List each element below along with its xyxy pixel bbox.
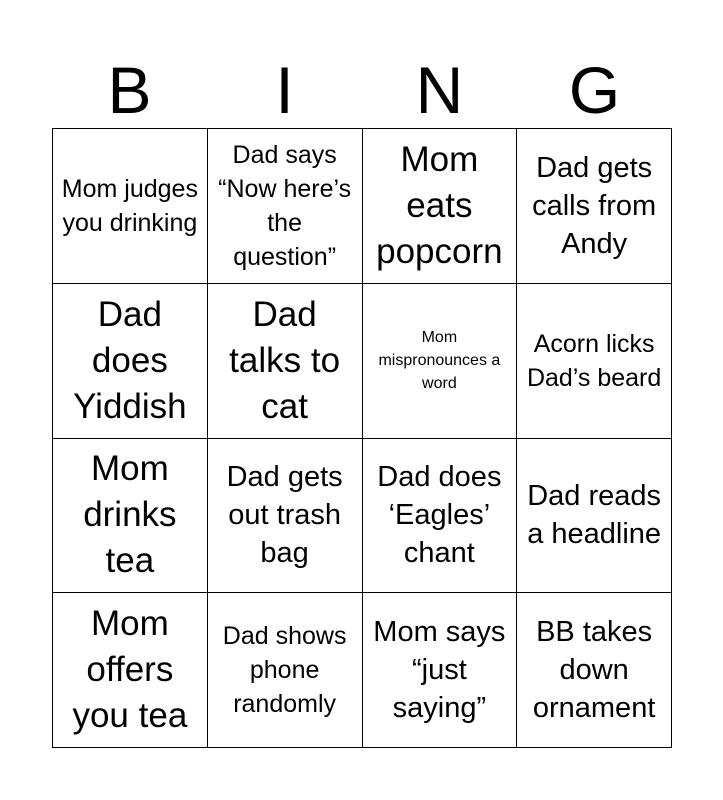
cell-text: Mom judges you drinking [61,174,198,237]
bingo-cell[interactable] [517,284,672,439]
cell-text: Dad gets calls from Andy [532,151,657,260]
bingo-cell[interactable] [208,284,363,439]
cell-text: BB takes down ornament [532,616,656,725]
cell-text: Dad reads a headline [527,480,662,551]
bingo-cell[interactable] [53,129,208,284]
bingo-cell[interactable] [208,439,363,594]
bingo-cell[interactable] [208,129,363,284]
cell-text: Dad talks to cat [229,294,341,426]
bingo-header [52,52,672,128]
cell-text: Dad says “Now here’s the question” [218,140,352,271]
cell-text: Dad shows phone randomly [222,622,347,719]
bingo-cell[interactable] [363,284,518,439]
bingo-cell[interactable] [517,593,672,748]
bingo-cell[interactable] [53,593,208,748]
bingo-cell[interactable] [363,439,518,594]
cell-text: Mom eats popcorn [376,139,503,271]
header-letter-i: I [275,53,294,127]
cell-text: Mom mispronounces a word [378,329,501,393]
cell-text: Dad gets out trash bag [226,461,343,570]
bingo-cell[interactable] [53,439,208,594]
bingo-grid [52,128,672,748]
bingo-cell[interactable] [53,284,208,439]
cell-text: Acorn licks Dad’s beard [526,329,662,392]
cell-text: Dad does Yiddish [73,294,187,426]
cell-text: Dad does ‘Eagles’ chant [377,461,502,570]
header-letter-b: B [107,53,152,127]
bingo-cell[interactable] [517,129,672,284]
bingo-cell[interactable] [363,593,518,748]
header-letter-g: G [568,53,621,127]
header-letter-n: N [415,53,464,127]
cell-text: Mom says “just saying” [373,616,506,725]
bingo-cell[interactable] [363,129,518,284]
bingo-cell[interactable] [208,593,363,748]
cell-text: Mom drinks tea [83,449,177,581]
cell-text: Mom offers you tea [72,604,188,736]
bingo-cell[interactable] [517,439,672,594]
